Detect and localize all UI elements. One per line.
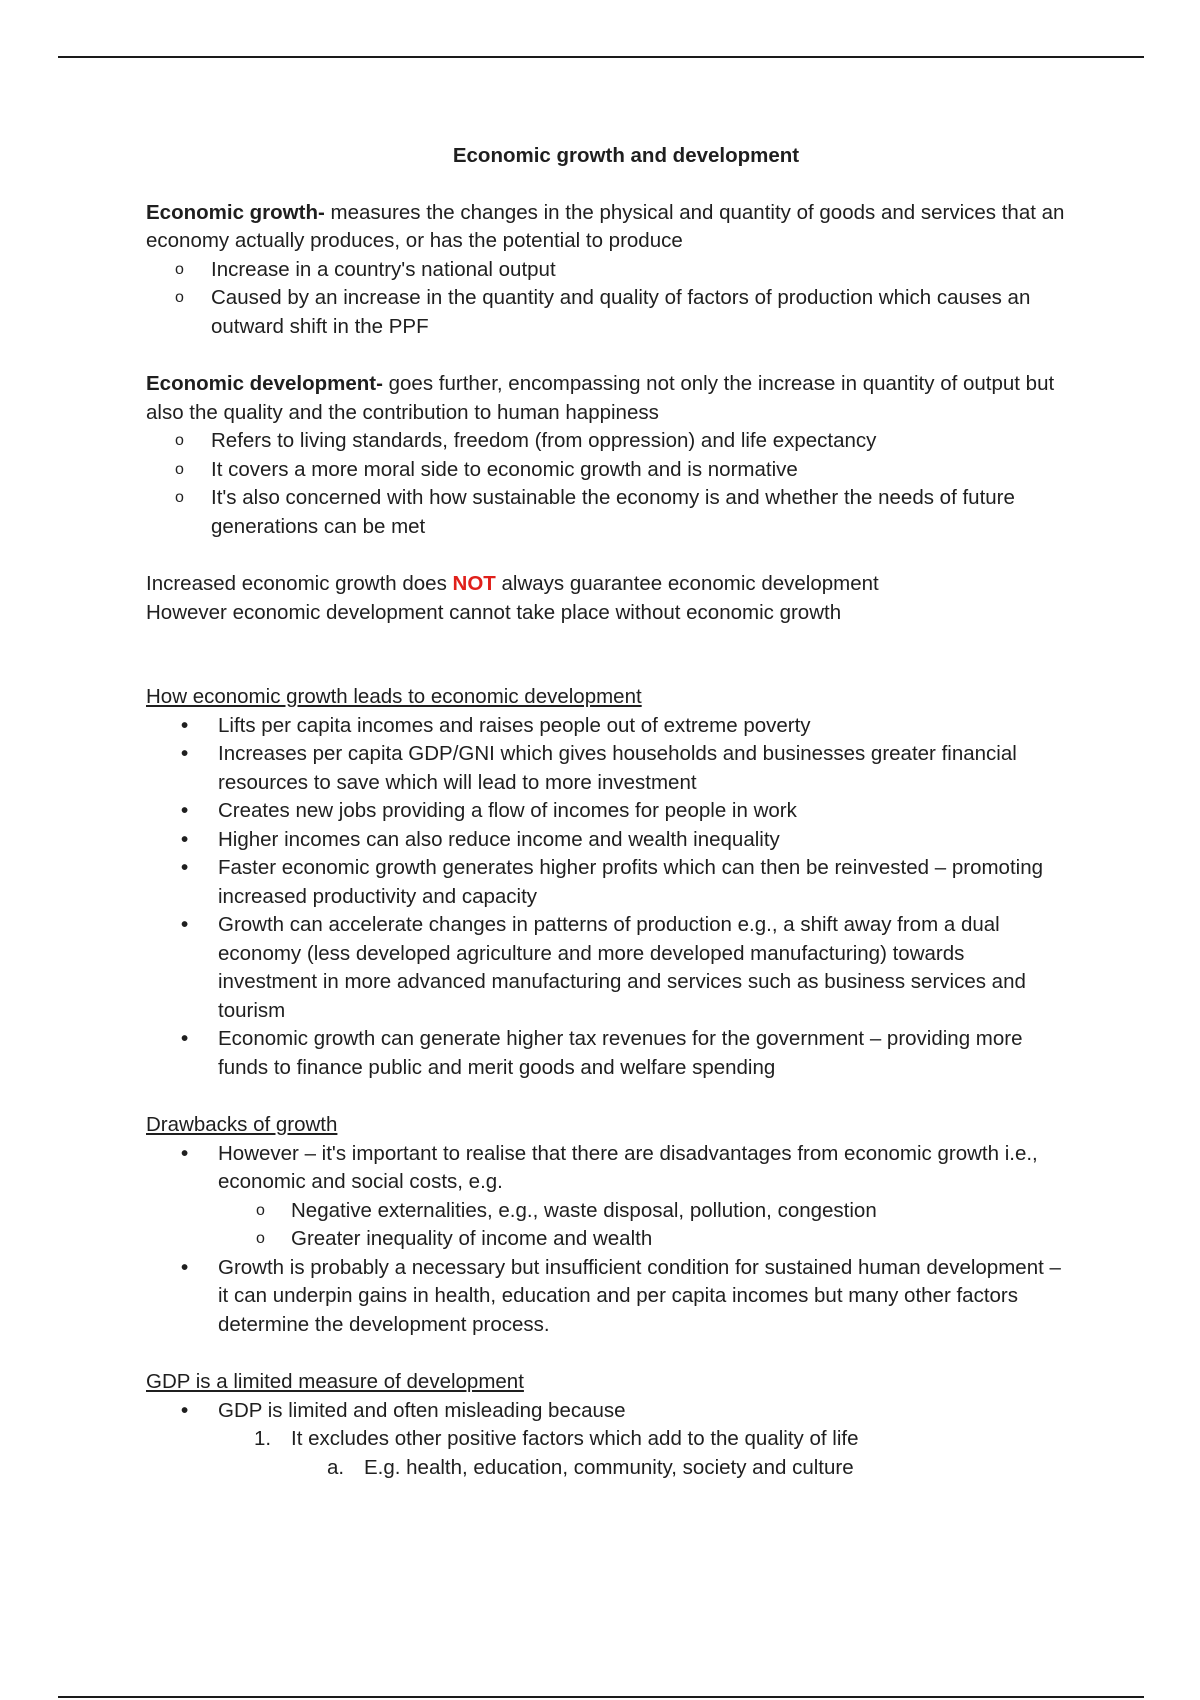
gdp-points	[146, 1397, 1066, 1426]
growth-term: Economic growth-	[146, 200, 325, 224]
bullet-icon: •	[181, 827, 189, 851]
bullet-icon: •	[181, 856, 189, 879]
list-item	[146, 1454, 1066, 1483]
gdp-heading: GDP is a limited measure of development	[146, 1370, 524, 1393]
statement-text: Increased economic growth does	[146, 572, 453, 595]
list-item-text: Greater inequality of income and wealth	[291, 1227, 653, 1250]
development-definition	[146, 370, 1066, 427]
development-definition-text: goes further, encompassing not only the increase in quantity of output but also the quality and the contribution to human happiness	[146, 372, 1055, 424]
list-item-text: However – it's important to realise that there are disadvantages from economic growth i.e., economic and social costs, e.g.	[218, 1141, 1038, 1193]
circle-bullet-icon: o	[175, 489, 184, 506]
growth-points	[146, 256, 1066, 342]
bullet-icon: •	[181, 913, 189, 936]
page-title: Economic growth and development	[452, 144, 800, 167]
list-item-text: It covers a more moral side to economic growth and is normative	[211, 457, 798, 481]
development-points	[146, 427, 1066, 541]
list-item	[146, 797, 1066, 826]
bullet-icon: •	[181, 799, 189, 822]
development-statement: However economic development cannot take place without economic growth	[146, 600, 842, 624]
letter-marker: a.	[327, 1455, 345, 1479]
list-item-text: Higher incomes can also reduce income and wealth inequality	[218, 827, 780, 851]
drawbacks-heading: Drawbacks of growth	[146, 1113, 338, 1136]
statement-text: always guarantee economic development	[495, 572, 879, 595]
development-term: Economic development-	[146, 372, 383, 395]
list-item	[146, 456, 1066, 485]
not-emphasis: NOT	[452, 572, 496, 595]
list-item	[146, 1225, 1066, 1254]
list-item-text: E.g. health, education, community, society and culture	[364, 1455, 854, 1479]
list-item	[146, 427, 1066, 456]
list-item-text: Growth can accelerate changes in patterns of production e.g., a shift away from a dual economy (less developed agriculture and more developed manufacturing) towards investment in more advanced manufacturing and services such as business services and tourism	[218, 913, 1026, 1022]
list-item	[146, 1025, 1066, 1082]
list-item-text: Caused by an increase in the quantity and quality of factors of production which causes an outward shift in the PPF	[211, 286, 1031, 338]
list-item	[146, 712, 1066, 741]
list-item-text: Refers to living standards, freedom (from oppression) and life expectancy	[211, 429, 877, 452]
circle-bullet-icon: o	[175, 260, 184, 278]
list-item	[146, 284, 1066, 341]
list-item-text: Lifts per capita incomes and raises people out of extreme poverty	[218, 713, 811, 737]
list-item-text: It excludes other positive factors which add to the quality of life	[291, 1427, 859, 1450]
growth-definition	[146, 199, 1066, 256]
circle-bullet-icon: o	[256, 1230, 265, 1247]
leads-heading: How economic growth leads to economic development	[146, 685, 642, 708]
list-item-text: Negative externalities, e.g., waste disposal, pollution, congestion	[291, 1198, 877, 1222]
circle-bullet-icon: o	[175, 432, 184, 449]
number-marker: 1.	[254, 1427, 272, 1450]
list-item-text: GDP is limited and often misleading because	[218, 1398, 626, 1422]
growth-statement	[146, 570, 1066, 599]
list-item	[146, 826, 1066, 855]
list-item	[146, 484, 1066, 541]
list-item	[146, 740, 1066, 797]
list-item-text: Creates new jobs providing a flow of incomes for people in work	[218, 799, 797, 822]
list-item-text: Increase in a country's national output	[211, 257, 556, 281]
list-item-text: It's also concerned with how sustainable the economy is and whether the needs of future generations can be met	[211, 486, 1015, 538]
list-item	[146, 854, 1066, 911]
list-item	[146, 1254, 1066, 1340]
footer-rule	[58, 1696, 1144, 1698]
list-item-text: Increases per capita GDP/GNI which gives households and businesses greater financial resources to save which will lead to more investment	[218, 742, 1017, 794]
drawbacks-points-2	[146, 1254, 1066, 1340]
gdp-lettered-list	[146, 1454, 1066, 1483]
bullet-icon: •	[181, 1141, 189, 1165]
bullet-icon: •	[181, 742, 189, 765]
leads-points	[146, 712, 1066, 1083]
drawbacks-points	[146, 1140, 1066, 1197]
drawbacks-subpoints	[146, 1197, 1066, 1254]
bullet-icon: •	[181, 713, 189, 737]
list-item	[146, 1197, 1066, 1226]
gdp-numbered-list	[146, 1425, 1066, 1454]
list-item	[146, 1397, 1066, 1426]
list-item-text: Faster economic growth generates higher profits which can then be reinvested – promoting increased productivity and capacity	[218, 856, 1044, 908]
list-item	[146, 1140, 1066, 1197]
list-item	[146, 911, 1066, 1025]
circle-bullet-icon: o	[175, 460, 184, 478]
list-item	[146, 256, 1066, 285]
header-rule	[58, 56, 1144, 58]
list-item-text: Economic growth can generate higher tax revenues for the government – providing more funds to finance public and merit goods and welfare spending	[218, 1027, 1023, 1079]
circle-bullet-icon: o	[175, 289, 184, 306]
list-item-text: Growth is probably a necessary but insufficient condition for sustained human development – it can underpin gains in health, education and per capita incomes but many other factors determine the development process.	[218, 1255, 1061, 1336]
bullet-icon: •	[181, 1255, 189, 1279]
bullet-icon: •	[181, 1027, 189, 1050]
circle-bullet-icon: o	[256, 1201, 265, 1219]
document-body	[146, 142, 1066, 1482]
bullet-icon: •	[181, 1398, 189, 1422]
growth-definition-text: measures the changes in the physical and quantity of goods and services that an economy actually produces, or has the potential to produce	[146, 200, 1065, 252]
list-item	[146, 1425, 1066, 1454]
